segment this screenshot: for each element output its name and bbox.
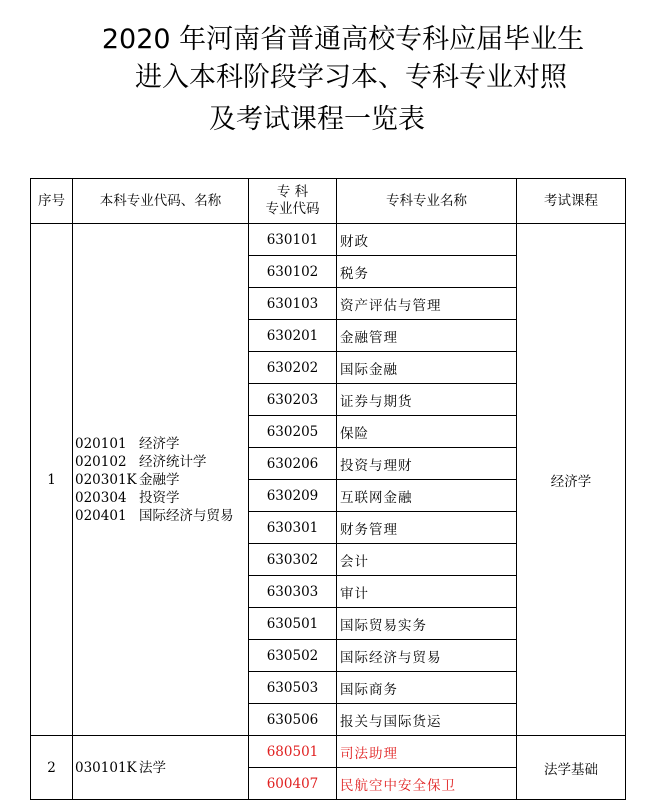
header-zk-code [249,179,337,224]
bachelor-majors-cell [73,224,249,736]
bachelor-major-name: 金融学 [139,471,180,488]
bachelor-major-name: 经济统计学 [139,453,207,470]
zk-name-cell: 民航空中安全保卫 [337,768,517,800]
zk-code-cell: 600407 [249,768,337,800]
exam-course-cell: 经济学 [517,224,626,736]
zk-name-cell: 会计 [337,544,517,576]
title-line-2: 进入本科阶段学习本、专科专业对照 [135,62,567,93]
bachelor-major-code: 020301K [75,471,137,488]
bachelor-major-code: 020304 [75,489,127,506]
header-exam-course: 考试课程 [517,179,626,224]
title-line-3: 及考试课程一览表 [209,104,425,135]
zk-name-cell: 国际金融 [337,352,517,384]
bachelor-major-name: 经济学 [139,435,180,452]
zk-code-cell: 630102 [249,256,337,288]
zk-name-cell: 司法助理 [337,736,517,768]
bachelor-major-item [75,759,248,777]
zk-name-cell: 保险 [337,416,517,448]
zk-code-cell: 630203 [249,384,337,416]
bachelor-major-code: 020401 [75,507,127,524]
title-line-1: 2020 年河南省普通高校专科应届毕业生 [101,24,585,55]
zk-name-cell: 国际经济与贸易 [337,640,517,672]
zk-code-cell: 630502 [249,640,337,672]
zk-code-cell: 630501 [249,608,337,640]
bachelor-major-item [75,507,248,525]
major-comparison-table [30,178,626,800]
zk-code-cell: 630506 [249,704,337,736]
header-zk-name: 专科专业名称 [337,179,517,224]
header-bachelor-major: 本科专业代码、名称 [73,179,249,224]
bachelor-majors-cell [73,736,249,800]
zk-code-cell: 630103 [249,288,337,320]
bachelor-major-item [75,489,248,507]
zk-code-cell: 630303 [249,576,337,608]
zk-name-cell: 互联网金融 [337,480,517,512]
zk-code-cell: 630301 [249,512,337,544]
zk-code-cell: 630302 [249,544,337,576]
bachelor-major-item [75,471,248,489]
zk-name-cell: 证券与期货 [337,384,517,416]
zk-code-cell: 680501 [249,736,337,768]
bachelor-major-name: 投资学 [139,489,180,506]
zk-name-cell: 国际贸易实务 [337,608,517,640]
zk-name-cell: 国际商务 [337,672,517,704]
table-header-row [31,179,626,224]
bachelor-major-item [75,453,248,471]
bachelor-major-name: 国际经济与贸易 [139,507,234,524]
zk-name-cell: 财务管理 [337,512,517,544]
zk-name-cell: 报关与国际货运 [337,704,517,736]
table-row [31,224,626,256]
table-row [31,736,626,768]
zk-code-cell: 630205 [249,416,337,448]
zk-name-cell: 审计 [337,576,517,608]
bachelor-major-code: 020102 [75,453,127,470]
zk-code-cell: 630202 [249,352,337,384]
header-seq: 序号 [31,179,73,224]
zk-name-cell: 资产评估与管理 [337,288,517,320]
zk-code-cell: 630201 [249,320,337,352]
bachelor-major-item [75,435,248,453]
zk-name-cell: 财政 [337,224,517,256]
bachelor-major-code: 030101K [75,759,137,776]
seq-cell: 2 [31,736,73,800]
zk-name-cell: 金融管理 [337,320,517,352]
bachelor-major-name: 法学 [139,759,166,776]
exam-course-cell: 法学基础 [517,736,626,800]
zk-code-cell: 630206 [249,448,337,480]
header-zk-code-line2: 专业代码 [265,201,320,217]
header-zk-code-line1: 专 科 [276,184,309,200]
zk-code-cell: 630209 [249,480,337,512]
bachelor-major-code: 020101 [75,435,127,452]
zk-name-cell: 税务 [337,256,517,288]
zk-code-cell: 630503 [249,672,337,704]
zk-code-cell: 630101 [249,224,337,256]
seq-cell: 1 [31,224,73,736]
zk-name-cell: 投资与理财 [337,448,517,480]
